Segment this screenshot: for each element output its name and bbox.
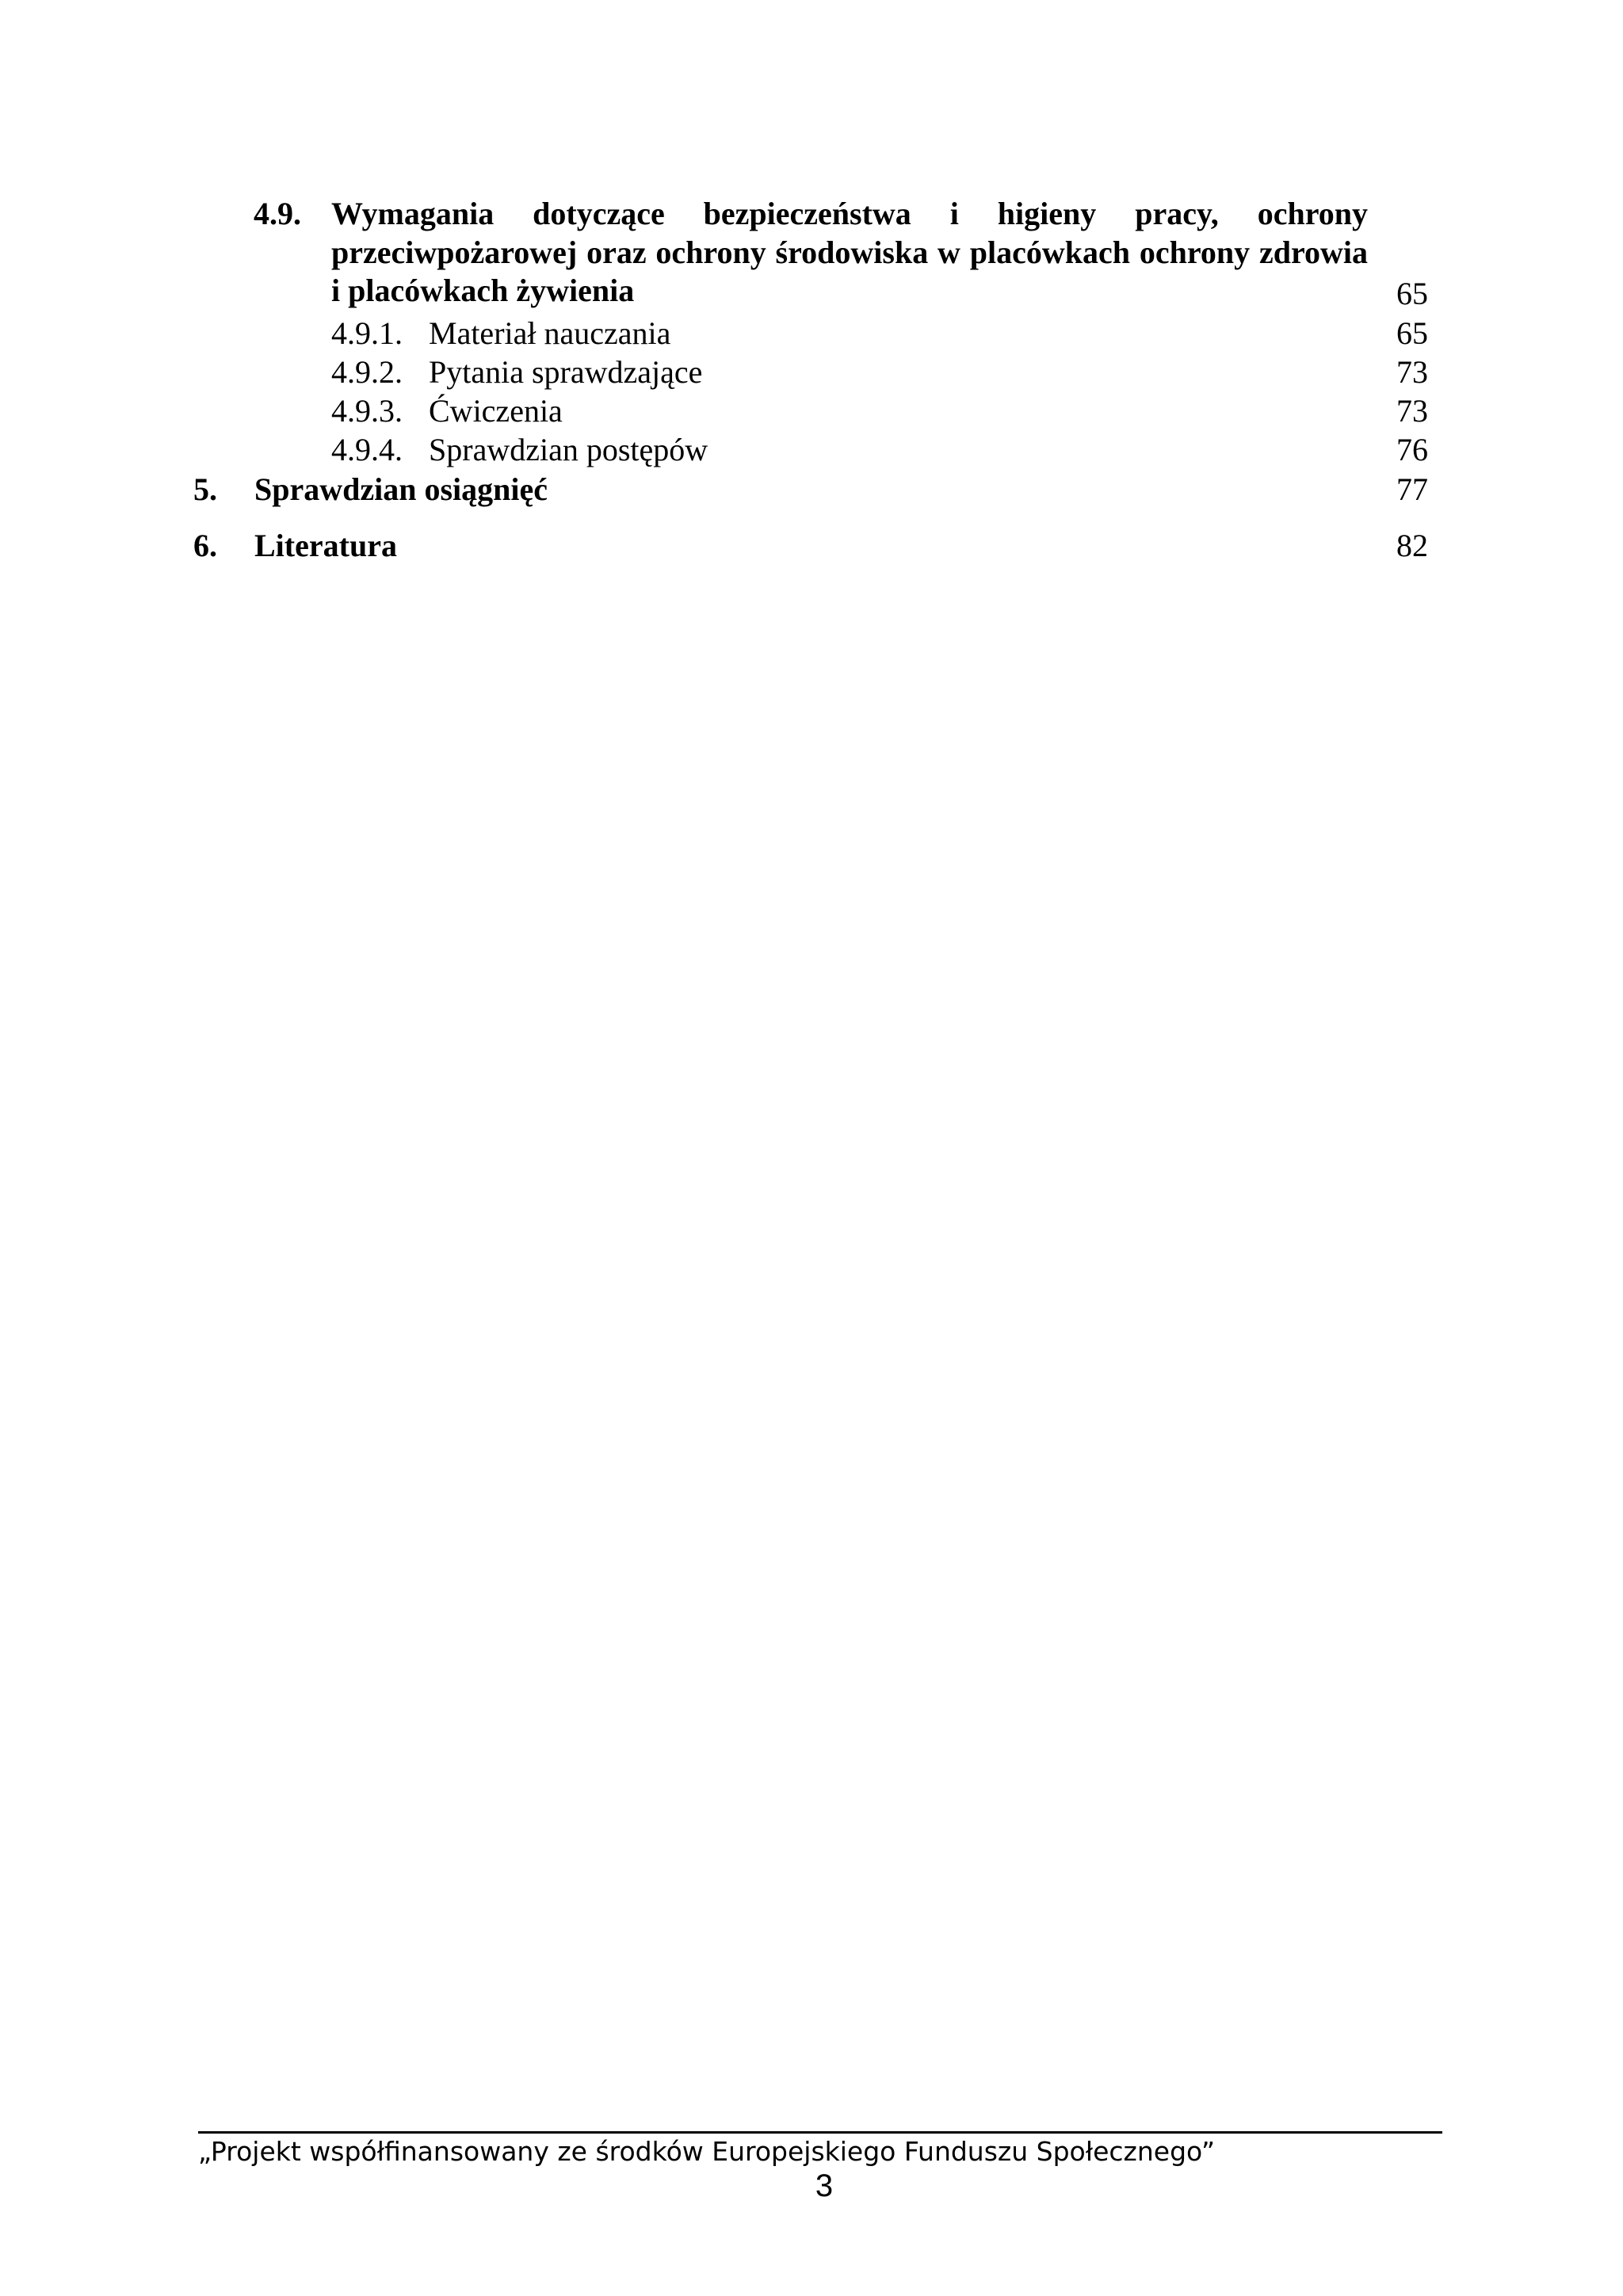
page-number: 3 [815, 2168, 834, 2203]
toc-entry-number: 5. [193, 471, 217, 507]
footer-divider [198, 2131, 1442, 2134]
toc-entry-page: 65 [1396, 276, 1428, 311]
toc-subentry-number: 4.9.4. [331, 432, 403, 467]
toc-subentry-4-9-1 [331, 315, 1428, 353]
toc-entry-number: 4.9. [254, 196, 301, 231]
toc-subentry-title: Sprawdzian postępów [429, 432, 708, 467]
toc-entry-title: Wymagania dotyczące bezpieczeństwa i higieny pracy, ochrony przeciwpożarowej oraz ochrony środowiska w placówkach ochrony zdrowia i placówkach żywienia [331, 196, 1368, 308]
toc-subentry-title: Ćwiczenia [429, 393, 563, 429]
footer-funding-note: „Projekt współfinansowany ze środków Europejskiego Funduszu Społecznego” [198, 2136, 1216, 2167]
toc-subentry-4-9-3 [331, 392, 1428, 430]
toc-subentry-title: Pytania sprawdzające [429, 354, 703, 390]
toc-entry-6 [193, 526, 1428, 566]
toc-subentry-title: Materiał nauczania [429, 315, 671, 351]
toc-entry-number: 6. [193, 528, 217, 563]
toc-subentry-number: 4.9.2. [331, 354, 403, 390]
toc-entry-5 [193, 470, 1428, 509]
toc-subentry-number: 4.9.1. [331, 315, 403, 351]
toc-subentry-page: 73 [1396, 393, 1428, 429]
toc-entry-page: 82 [1396, 528, 1428, 563]
toc-subentry-number: 4.9.3. [331, 393, 403, 429]
toc-subentry-page: 76 [1396, 432, 1428, 467]
toc-subentry-page: 65 [1396, 315, 1428, 351]
toc-subentry-4-9-4 [331, 431, 1428, 469]
toc-entry-title: Sprawdzian osiągnięć [254, 471, 548, 507]
toc-entry-title: Literatura [254, 528, 397, 563]
toc-entry-page: 77 [1396, 471, 1428, 507]
toc-subentry-page: 73 [1396, 354, 1428, 390]
toc-subentry-4-9-2 [331, 353, 1428, 391]
